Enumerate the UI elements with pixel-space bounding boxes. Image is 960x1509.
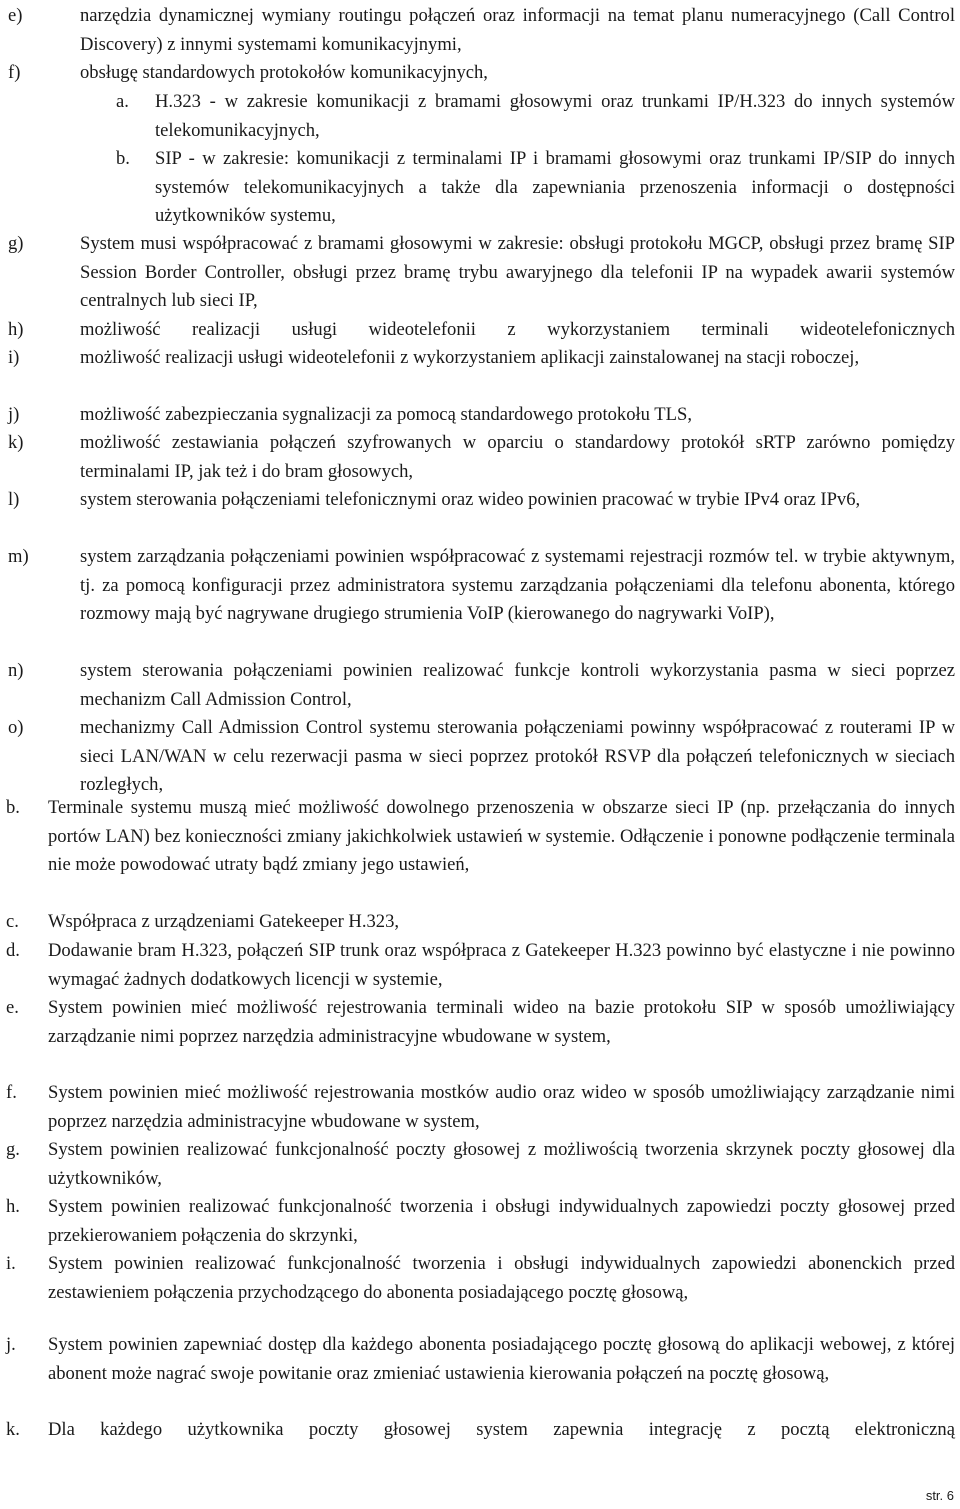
list-item-text: system sterowania połączeniami powinien realizować funkcje kontroli wykorzystania pasma w sieci poprzez mechanizm Call Admission Control, <box>80 660 955 710</box>
list-item-label: d. <box>6 940 20 961</box>
list-item-text: Współpraca z urządzeniami Gatekeeper H.323, <box>48 911 400 932</box>
list-item-label: b. <box>116 148 130 169</box>
list-item-text: mechanizmy Call Admission Control systemu sterowania połączeniami powinny współpracować z routerami IP w sieci LAN/WAN w celu rezerwacji pasma w sieci poprzez protokół RSVP dla połączeń telefonicznych w sieciach rozległych, <box>80 717 955 796</box>
list-item-text: System powinien realizować funkcjonalność tworzenia i obsługi indywidualnych zapowiedzi poczty głosowej przed przekierowaniem połączenia do skrzynki, <box>48 1196 955 1246</box>
list-item-text: System musi współpracować z bramami głosowymi w zakresie: obsługi protokołu MGCP, obsługi przez bramę SIP Session Border Controller, obsługi przez bramę trybu awaryjnego dla telefonii IP na wypadek awarii systemów centralnych lub sieci IP, <box>80 233 955 312</box>
list-item-label: j) <box>8 404 20 425</box>
list-item-text: System powinien realizować funkcjonalność poczty głosowej z możliwością tworzenia skrzynek poczty głosowej dla użytkowników, <box>48 1139 955 1189</box>
list-item-label: o) <box>8 717 24 738</box>
list-item-label: c. <box>6 911 19 932</box>
list-item-label: m) <box>8 546 29 567</box>
page-number: str. 6 <box>925 1488 954 1503</box>
list-item-text: narzędzia dynamicznej wymiany routingu połączeń oraz informacji na temat planu numeracyjnego (Call Control Discovery) z innymi systemami komunikacyjnymi, <box>80 5 955 55</box>
list-item-label: l) <box>8 489 20 510</box>
list-item-text: Dla każdego użytkownika poczty głosowej system zapewnia integrację z pocztą elektroniczną <box>48 1419 955 1440</box>
list-item-text: System powinien zapewniać dostęp dla każdego abonenta posiadającego pocztę głosową do aplikacji webowej, z której abonent może nagrać swoje powitanie oraz zmieniać ustawienia kierowania połączeń na pocztę głosową, <box>48 1334 955 1384</box>
list-item-label: f) <box>8 62 21 83</box>
list-item-text: możliwość realizacji usługi wideotelefonii z wykorzystaniem terminali wideotelefonicznych <box>80 319 955 340</box>
list-item-text: system sterowania połączeniami telefonicznymi oraz wideo powinien pracować w trybie IPv4 oraz IPv6, <box>80 489 861 510</box>
list-item-label: h. <box>6 1196 20 1217</box>
list-item-label: n) <box>8 660 24 681</box>
list-item-label: k) <box>8 432 24 453</box>
list-item-label: h) <box>8 319 24 340</box>
list-item-label: g) <box>8 233 24 254</box>
list-item-text: obsługę standardowych protokołów komunikacyjnych, <box>80 62 488 83</box>
list-item-label: i. <box>6 1253 16 1274</box>
list-item-label: f. <box>6 1082 17 1103</box>
list-item-text: System powinien realizować funkcjonalność tworzenia i obsługi indywidualnych zapowiedzi abonenckich przed zestawieniem połączenia przychodzącego do abonenta posiadającego pocztę głosową, <box>48 1253 955 1303</box>
list-item-text: Terminale systemu muszą mieć możliwość dowolnego przenoszenia w obszarze sieci IP (np. przełączania do innych portów LAN) bez konieczności zmiany jakichkolwiek ustawień w systemie. Odłączenie i ponowne podłączenie terminala nie może powodować utraty bądź zmiany jego ustawień, <box>48 797 955 876</box>
list-item-label: g. <box>6 1139 20 1160</box>
list-item-label: b. <box>6 797 20 818</box>
list-item-text: możliwość realizacji usługi wideotelefonii z wykorzystaniem aplikacji zainstalowanej na stacji roboczej, <box>80 347 860 368</box>
list-item-label: j. <box>6 1334 16 1355</box>
list-item-text: możliwość zestawiania połączeń szyfrowanych w oparciu o standardowy protokół sRTP zarówno pomiędzy terminalami IP, jak też i do bram głosowych, <box>80 432 955 482</box>
list-item-label: a. <box>116 91 129 112</box>
list-item-label: e) <box>8 5 23 26</box>
list-item-text: H.323 - w zakresie komunikacji z bramami głosowymi oraz trunkami IP/H.323 do innych systemów telekomunikacyjnych, <box>155 91 955 141</box>
list-item-text: SIP - w zakresie: komunikacji z terminalami IP i bramami głosowymi oraz trunkami IP/SIP do innych systemów telekomunikacyjnych a także dla zapewniania przenoszenia informacji o dostępności użytkowników systemu, <box>155 148 955 227</box>
list-item-text: System powinien mieć możliwość rejestrowania mostków audio oraz wideo w sposób umożliwiający zarządzanie nimi poprzez narzędzia administracyjne wbudowane w system, <box>48 1082 955 1132</box>
list-item-label: k. <box>6 1419 20 1440</box>
list-item-label: i) <box>8 347 20 368</box>
list-item-text: system zarządzania połączeniami powinien współpracować z systemami rejestracji rozmów tel. w trybie aktywnym, tj. za pomocą konfiguracji przez administratora systemu zarządzania połączeniami dla telefonu abonenta, którego rozmowy mają być nagrywane drugiego strumienia VoIP (kierowanego do nagrywarki VoIP), <box>80 546 955 625</box>
list-item-label: e. <box>6 997 19 1018</box>
list-item-text: System powinien mieć możliwość rejestrowania terminali wideo na bazie protokołu SIP w sposób umożliwiający zarządzanie nimi poprzez narzędzia administracyjne wbudowane w system, <box>48 997 955 1047</box>
list-item-text: możliwość zabezpieczania sygnalizacji za pomocą standardowego protokołu TLS, <box>80 404 692 425</box>
list-item-text: Dodawanie bram H.323, połączeń SIP trunk oraz współpraca z Gatekeeper H.323 powinno być elastyczne i nie powinno wymagać żadnych dodatkowych licencji w systemie, <box>48 940 955 990</box>
